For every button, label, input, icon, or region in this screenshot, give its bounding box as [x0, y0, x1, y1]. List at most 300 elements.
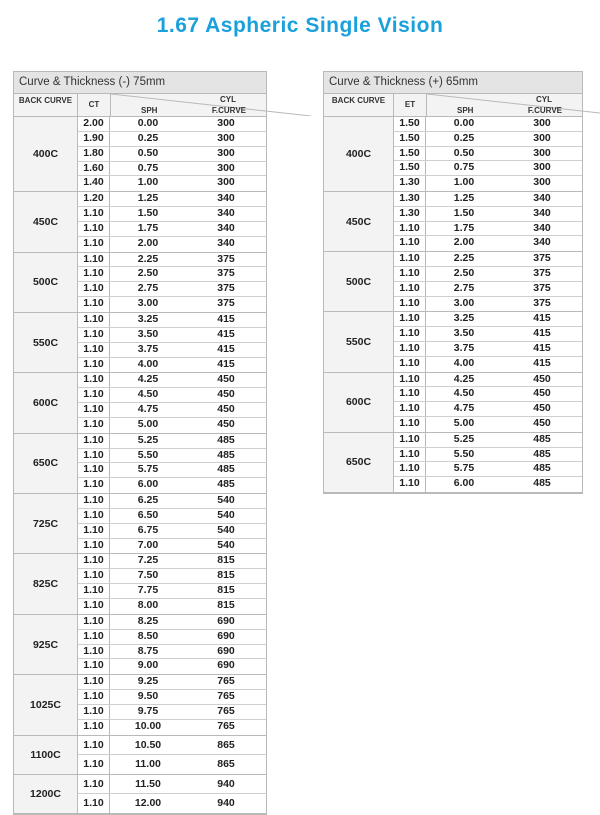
thickness-cell: 1.10: [394, 417, 426, 432]
cyl-header: CYL: [536, 95, 552, 104]
cyl-cell: 340: [533, 221, 551, 234]
sph-cell: 9.50: [137, 690, 159, 703]
cyl-cell: 415: [533, 356, 551, 369]
sph-cell: 8.75: [137, 644, 159, 657]
sph-cell: 5.25: [453, 432, 475, 445]
thickness-cell: 1.10: [394, 342, 426, 356]
thickness-cell: 1.20: [78, 192, 110, 206]
table-row: [394, 387, 582, 402]
thickness-cell: 1.10: [394, 448, 426, 462]
thickness-cell: 1.10: [78, 207, 110, 221]
thickness-cell: 1.10: [394, 402, 426, 416]
cyl-cell: 485: [217, 478, 235, 491]
cyl-cell: 300: [533, 176, 551, 189]
group-rows: [78, 373, 266, 432]
table-row: [78, 755, 266, 774]
group-rows: [394, 192, 582, 251]
table-row: [78, 509, 266, 524]
thickness-cell: 1.10: [78, 222, 110, 236]
cyl-cell: 340: [217, 236, 235, 249]
sph-cell: 11.00: [135, 757, 161, 770]
table-row: [394, 357, 582, 372]
sph-cell: 3.00: [453, 296, 475, 309]
back-curve-value: 1100C: [14, 736, 78, 774]
sph-cyl-header: [111, 94, 266, 116]
cyl-cell: 415: [217, 357, 235, 370]
table-row: [394, 433, 582, 448]
thickness-cell: 1.80: [78, 147, 110, 161]
cyl-cell: 375: [217, 267, 235, 280]
table-row: [78, 645, 266, 660]
table-row: [78, 207, 266, 222]
table-row: [78, 659, 266, 674]
sph-cell: 3.25: [453, 312, 475, 325]
thickness-cell: 1.10: [394, 222, 426, 236]
group-rows: [78, 192, 266, 251]
sph-cell: 1.50: [453, 206, 475, 219]
group-rows: [394, 312, 582, 371]
sph-cell: 5.25: [137, 433, 159, 446]
sph-cell: 2.75: [453, 281, 475, 294]
sph-cell: 7.25: [137, 554, 159, 567]
back-curve-value: 400C: [324, 117, 394, 191]
table-row: [78, 328, 266, 343]
table-row: [394, 176, 582, 191]
thickness-header: ET: [394, 94, 427, 116]
cyl-cell: 690: [217, 629, 235, 642]
cyl-cell: 485: [217, 433, 235, 446]
table-row: [394, 342, 582, 357]
table-row: [394, 402, 582, 417]
cyl-cell: 540: [217, 523, 235, 536]
sph-cell: 2.50: [137, 267, 159, 280]
cyl-header: CYL: [220, 95, 236, 104]
curve-group: [324, 373, 582, 433]
curve-group: [14, 313, 266, 373]
sph-header: SPH: [141, 106, 158, 115]
thickness-cell: 1.10: [394, 433, 426, 447]
group-rows: [78, 554, 266, 613]
group-rows: [78, 675, 266, 734]
sph-cell: 12.00: [134, 796, 162, 809]
cyl-cell: 300: [217, 117, 235, 129]
thickness-cell: 1.10: [78, 297, 110, 312]
table-row: [78, 569, 266, 584]
cyl-cell: 485: [533, 477, 551, 490]
cyl-cell: 765: [217, 675, 235, 688]
thickness-cell: 1.10: [78, 373, 110, 387]
sph-cell: 4.75: [137, 403, 159, 416]
sph-cell: 4.50: [453, 387, 475, 400]
thickness-cell: 1.10: [394, 357, 426, 372]
thickness-cell: 1.10: [78, 645, 110, 659]
back-curve-value: 600C: [324, 373, 394, 432]
sph-cell: 2.00: [453, 236, 475, 249]
cyl-cell: 340: [533, 206, 551, 219]
thickness-cell: 1.10: [78, 675, 110, 689]
cyl-cell: 415: [533, 327, 551, 340]
sph-cell: 0.00: [137, 117, 159, 129]
back-curve-value: 1025C: [14, 675, 78, 734]
thickness-cell: 1.10: [78, 418, 110, 433]
cyl-cell: 340: [217, 221, 235, 234]
cyl-cell: 940: [217, 796, 235, 809]
cyl-cell: 450: [217, 403, 235, 416]
sph-cell: 6.25: [137, 494, 159, 507]
thickness-header: CT: [78, 94, 111, 116]
thickness-cell: 1.30: [394, 207, 426, 221]
page-title: 1.67 Aspheric Single Vision: [156, 14, 444, 37]
sph-cell: 5.75: [453, 462, 475, 475]
cyl-cell: 690: [217, 659, 235, 672]
table-row: [78, 675, 266, 690]
sph-cell: 0.00: [453, 117, 475, 129]
cyl-cell: 300: [533, 146, 551, 159]
sph-cell: 0.75: [453, 161, 475, 174]
thickness-cell: 1.10: [78, 524, 110, 538]
table-row: [394, 417, 582, 432]
table-row: [394, 448, 582, 463]
cyl-cell: 415: [533, 341, 551, 354]
thickness-cell: 1.10: [78, 313, 110, 327]
table-row: [78, 599, 266, 614]
cyl-cell: 485: [533, 447, 551, 460]
sph-cell: 4.25: [137, 373, 159, 386]
sph-cell: 7.00: [137, 538, 159, 551]
sph-cell: 6.50: [137, 508, 159, 521]
table-row: [78, 463, 266, 478]
sph-cell: 1.00: [137, 176, 159, 189]
thickness-cell: 1.10: [394, 477, 426, 492]
sph-cell: 7.75: [137, 584, 159, 597]
cyl-cell: 375: [217, 297, 235, 310]
curve-group: [14, 373, 266, 433]
cyl-cell: 375: [217, 282, 235, 295]
minus-lens-table: [13, 71, 267, 815]
thickness-cell: 1.50: [394, 132, 426, 146]
sph-cell: 5.50: [137, 448, 159, 461]
cyl-cell: 300: [217, 146, 235, 159]
sph-cell: 3.75: [453, 341, 475, 354]
thickness-cell: 1.10: [78, 659, 110, 674]
back-curve-value: 1200C: [14, 775, 78, 813]
thickness-cell: 1.10: [394, 236, 426, 251]
thickness-cell: 1.10: [78, 630, 110, 644]
plus-lens-table: [323, 71, 583, 494]
table-row: [394, 462, 582, 477]
group-rows: [394, 117, 582, 191]
table-row: [78, 690, 266, 705]
table-row: [394, 236, 582, 251]
sph-cell: 4.00: [453, 356, 475, 369]
back-curve-value: 500C: [324, 252, 394, 311]
table-row: [78, 358, 266, 373]
thickness-cell: 1.10: [78, 478, 110, 493]
thickness-cell: 1.10: [78, 705, 110, 719]
cyl-cell: 415: [533, 312, 551, 325]
table-row: [394, 327, 582, 342]
table-row: [394, 252, 582, 267]
table-row: [394, 477, 582, 492]
thickness-cell: 1.10: [78, 449, 110, 463]
table-row: [78, 449, 266, 464]
cyl-cell: 375: [533, 296, 551, 309]
thickness-cell: 2.00: [78, 117, 110, 131]
thickness-cell: 1.10: [394, 312, 426, 326]
back-curve-value: 725C: [14, 494, 78, 553]
cyl-cell: 340: [217, 207, 235, 220]
back-curve-value: 925C: [14, 615, 78, 674]
sph-cell: 4.25: [453, 372, 475, 385]
thickness-cell: 1.50: [394, 117, 426, 131]
sph-cell: 9.00: [137, 659, 159, 672]
group-rows: [394, 252, 582, 311]
thickness-cell: 1.10: [394, 267, 426, 281]
sph-cell: 8.25: [137, 614, 159, 627]
thickness-cell: 1.10: [78, 403, 110, 417]
thickness-cell: 1.10: [78, 690, 110, 704]
thickness-cell: 1.10: [78, 775, 110, 793]
curve-group: [324, 117, 582, 192]
table-row: [78, 373, 266, 388]
sph-cell: 4.00: [137, 357, 159, 370]
thickness-cell: 1.10: [394, 327, 426, 341]
table-row: [78, 630, 266, 645]
sph-cell: 5.75: [137, 463, 159, 476]
back-curve-header: BACK CURVE: [324, 94, 394, 116]
back-curve-value: 500C: [14, 253, 78, 312]
cyl-cell: 450: [533, 416, 551, 429]
table-row: [78, 162, 266, 177]
sph-cell: 9.25: [137, 675, 159, 688]
group-rows: [78, 117, 266, 191]
table-row: [78, 794, 266, 813]
back-curve-value: 825C: [14, 554, 78, 613]
thickness-cell: 1.10: [78, 569, 110, 583]
table-row: [78, 478, 266, 493]
table-row: [78, 434, 266, 449]
table-row: [78, 253, 266, 268]
sph-cell: 2.00: [137, 236, 159, 249]
thickness-cell: 1.10: [78, 328, 110, 342]
thickness-cell: 1.30: [394, 176, 426, 191]
thickness-cell: 1.10: [394, 282, 426, 296]
table-row: [78, 117, 266, 132]
cyl-cell: 815: [217, 599, 235, 611]
fcurve-header: F.CURVE: [527, 106, 562, 115]
cyl-cell: 940: [217, 777, 235, 790]
sph-cell: 8.00: [137, 599, 159, 611]
thickness-cell: 1.10: [78, 267, 110, 281]
sph-cell: 3.00: [137, 297, 159, 310]
curve-group: [14, 554, 266, 614]
thickness-cell: 1.10: [78, 615, 110, 629]
thickness-cell: 1.10: [78, 434, 110, 448]
back-curve-header: BACK CURVE: [14, 94, 78, 116]
thickness-cell: 1.60: [78, 162, 110, 176]
table-row: [78, 554, 266, 569]
table-row: [394, 117, 582, 132]
table-row: [78, 313, 266, 328]
sph-cell: 3.75: [137, 342, 159, 355]
cyl-cell: 415: [217, 312, 235, 325]
table-row: [78, 267, 266, 282]
cyl-cell: 540: [217, 494, 235, 507]
table-row: [78, 584, 266, 599]
thickness-cell: 1.30: [394, 192, 426, 206]
thickness-cell: 1.50: [394, 161, 426, 175]
group-rows: [394, 433, 582, 492]
table-row: [78, 720, 266, 735]
cyl-cell: 375: [217, 252, 235, 265]
cyl-cell: 375: [533, 281, 551, 294]
sph-cell: 2.75: [137, 282, 159, 295]
table-row: [78, 775, 266, 794]
sph-cell: 1.75: [453, 221, 475, 234]
sph-cell: 10.00: [134, 719, 162, 732]
cyl-cell: 450: [217, 417, 235, 430]
cyl-cell: 485: [533, 432, 551, 445]
table-row: [78, 132, 266, 147]
group-rows: [78, 615, 266, 674]
table-row: [78, 237, 266, 252]
group-rows: [78, 494, 266, 553]
table-row: [394, 222, 582, 237]
curve-group: [14, 494, 266, 554]
table-row: [78, 222, 266, 237]
thickness-cell: 1.10: [78, 253, 110, 267]
curve-group: [14, 615, 266, 675]
curve-group: [324, 433, 582, 493]
table-row: [394, 297, 582, 312]
cyl-cell: 375: [533, 252, 551, 265]
thickness-cell: 1.10: [78, 720, 110, 735]
sph-cyl-header: [427, 94, 582, 116]
table-header: [14, 94, 266, 117]
cyl-cell: 485: [217, 463, 235, 476]
sph-cell: 1.75: [137, 221, 159, 234]
thickness-cell: 1.40: [78, 176, 110, 191]
cyl-cell: 415: [217, 327, 235, 340]
table-row: [394, 132, 582, 147]
cyl-cell: 300: [533, 161, 551, 174]
cyl-cell: 765: [217, 690, 235, 703]
thickness-cell: 1.10: [394, 462, 426, 476]
curve-group: [14, 775, 266, 814]
sph-cell: 11.50: [135, 777, 161, 790]
sph-cell: 0.50: [453, 146, 475, 159]
cyl-cell: 765: [217, 719, 235, 732]
thickness-cell: 1.50: [394, 147, 426, 161]
cyl-cell: 375: [533, 266, 551, 279]
sph-cell: 0.25: [453, 131, 475, 144]
cyl-cell: 450: [533, 402, 551, 415]
cyl-cell: 485: [217, 448, 235, 461]
sph-cell: 7.50: [137, 569, 159, 582]
back-curve-value: 550C: [324, 312, 394, 371]
back-curve-value: 450C: [324, 192, 394, 251]
back-curve-value: 550C: [14, 313, 78, 372]
fcurve-header: F.CURVE: [211, 106, 246, 115]
thickness-cell: 1.10: [78, 388, 110, 402]
table-row: [394, 267, 582, 282]
group-rows: [78, 253, 266, 312]
cyl-cell: 300: [217, 131, 235, 144]
table-row: [394, 192, 582, 207]
table-row: [78, 494, 266, 509]
table-row: [78, 736, 266, 755]
table-row: [78, 615, 266, 630]
sph-cell: 2.25: [453, 252, 475, 265]
sph-cell: 2.50: [453, 266, 475, 279]
back-curve-value: 400C: [14, 117, 78, 191]
cyl-cell: 450: [217, 388, 235, 401]
table-row: [394, 312, 582, 327]
sph-cell: 4.75: [453, 402, 475, 415]
thickness-cell: 1.90: [78, 132, 110, 146]
curve-group: [324, 252, 582, 312]
table-row: [78, 176, 266, 191]
curve-group: [324, 192, 582, 252]
thickness-cell: 1.10: [78, 554, 110, 568]
sph-cell: 1.25: [453, 191, 475, 204]
back-curve-value: 650C: [14, 434, 78, 493]
cyl-cell: 540: [217, 538, 235, 551]
sph-cell: 1.00: [453, 176, 475, 189]
thickness-cell: 1.10: [78, 282, 110, 296]
cyl-cell: 815: [217, 584, 235, 597]
table-row: [78, 282, 266, 297]
thickness-cell: 1.10: [78, 463, 110, 477]
sph-cell: 0.50: [137, 146, 159, 159]
cyl-cell: 815: [217, 554, 235, 567]
thickness-cell: 1.10: [78, 794, 110, 813]
table-row: [78, 388, 266, 403]
table-row: [394, 207, 582, 222]
thickness-cell: 1.10: [394, 252, 426, 266]
thickness-cell: 1.10: [78, 343, 110, 357]
sph-cell: 5.00: [453, 416, 475, 429]
table-row: [78, 297, 266, 312]
table-row: [78, 705, 266, 720]
back-curve-value: 600C: [14, 373, 78, 432]
curve-group: [14, 434, 266, 494]
thickness-cell: 1.10: [78, 237, 110, 252]
sph-cell: 1.25: [137, 192, 159, 205]
sph-cell: 5.50: [453, 447, 475, 460]
sph-cell: 8.50: [137, 629, 159, 642]
thickness-cell: 1.10: [394, 297, 426, 312]
sph-cell: 0.75: [137, 161, 159, 174]
table-row: [78, 343, 266, 358]
cyl-cell: 865: [217, 757, 235, 770]
sph-cell: 4.50: [137, 388, 159, 401]
thickness-cell: 1.10: [78, 539, 110, 554]
sph-cell: 6.75: [137, 523, 159, 536]
back-curve-value: 450C: [14, 192, 78, 251]
sph-header: SPH: [457, 106, 474, 115]
thickness-cell: 1.10: [78, 509, 110, 523]
table-row: [78, 192, 266, 207]
table-row: [78, 403, 266, 418]
curve-group: [14, 117, 266, 192]
table-row: [78, 418, 266, 433]
table-title: Curve & Thickness (-) 75mm: [14, 72, 266, 94]
cyl-cell: 540: [217, 508, 235, 521]
thickness-cell: 1.10: [78, 599, 110, 614]
sph-cell: 6.00: [137, 478, 159, 491]
thickness-cell: 1.10: [78, 584, 110, 598]
